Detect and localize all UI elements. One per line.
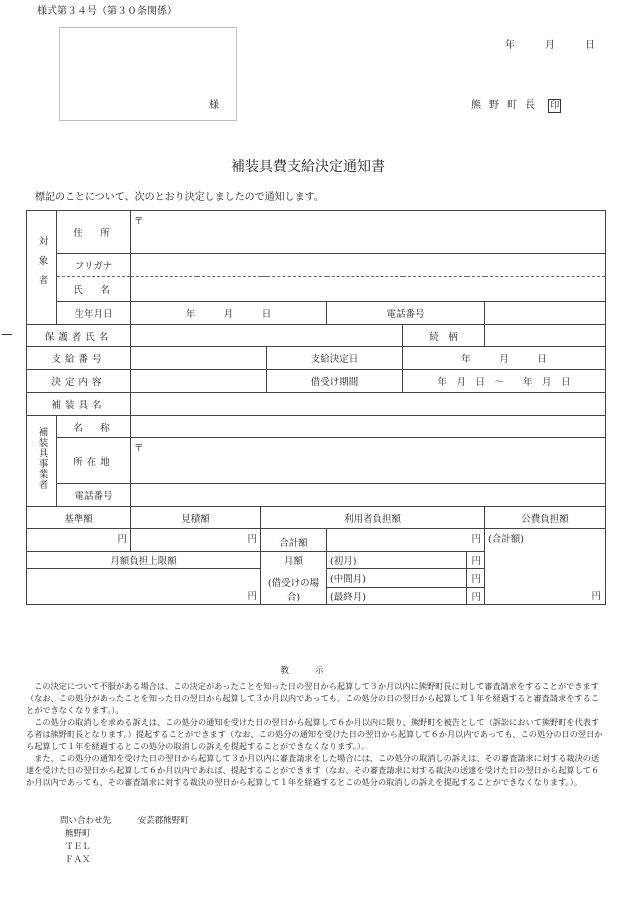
margin-tick bbox=[2, 334, 12, 335]
furigana-field[interactable] bbox=[131, 254, 606, 277]
date-day: 日 bbox=[585, 40, 595, 51]
public-total-label: (合計額) bbox=[488, 534, 524, 546]
total-label: 合計額 bbox=[261, 529, 327, 552]
estimate-field[interactable]: 円 bbox=[131, 529, 261, 552]
decision-form-table bbox=[26, 210, 606, 605]
notice-section bbox=[26, 665, 604, 788]
notice-title: 教示 bbox=[280, 666, 350, 676]
monthly-cap-field[interactable]: 円 bbox=[27, 568, 261, 604]
contact-name: 熊野町 bbox=[65, 829, 91, 839]
payment-no-field[interactable] bbox=[131, 347, 267, 370]
public-burden-field[interactable]: (合計額) 円 bbox=[485, 529, 606, 605]
issuer-title: 熊野町長 bbox=[471, 100, 543, 111]
last-month-field[interactable]: 円 bbox=[467, 588, 485, 605]
device-name-field[interactable] bbox=[131, 392, 606, 415]
vendor-address-label: 所在地 bbox=[57, 438, 131, 484]
base-amount-field[interactable]: 円 bbox=[27, 529, 131, 552]
postal-mark: 〒 bbox=[134, 216, 144, 227]
page-title: 補装具費支給決定通知書 bbox=[231, 159, 385, 175]
issuer bbox=[471, 96, 561, 113]
date-month: 月 bbox=[545, 40, 555, 51]
contact-block bbox=[60, 815, 189, 867]
name-field[interactable] bbox=[131, 277, 606, 302]
addressee-suffix: 様 bbox=[209, 100, 219, 111]
date-year: 年 bbox=[505, 40, 515, 51]
vendor-phone-field[interactable] bbox=[131, 483, 606, 506]
decision-label: 決定内容 bbox=[27, 370, 131, 393]
seal-mark: 印 bbox=[550, 101, 560, 111]
vendor-name-field[interactable] bbox=[131, 415, 606, 438]
middle-month-label: (中間月) bbox=[327, 568, 467, 588]
relation-label: 続 柄 bbox=[403, 324, 485, 347]
phone-field[interactable] bbox=[485, 301, 606, 324]
decision-date-label: 支給決定日 bbox=[267, 347, 403, 370]
lease-period-label: 借受け期間 bbox=[267, 370, 403, 393]
furigana-label: フリガナ bbox=[57, 254, 131, 277]
intro-text: 標記のことについて、次のとおり決定しましたので通知します。 bbox=[35, 192, 324, 203]
device-name-label: 補装具名 bbox=[27, 392, 131, 415]
guardian-field[interactable] bbox=[131, 324, 403, 347]
vendor-phone-label: 電話番号 bbox=[57, 483, 131, 506]
form-id: 様式第３４号（第３０条関係） bbox=[37, 6, 177, 17]
vendor-group-label: 補装具事業者 bbox=[27, 415, 57, 506]
contact-org: 安芸郡熊野町 bbox=[137, 816, 189, 826]
contact-heading: 問い合わせ先 bbox=[60, 816, 112, 826]
notice-paragraph-2: この処分の取消しを求める訴えは、この処分の通知を受けた日の翌日から起算して６か月以内に限り、熊野町を被告として（訴訟において熊野町を代表する者は熊野町長となります。）提起することができます（なお、この処分の通知を受けた日の翌日から起算して６か月以内であっても、この処分の日の翌日から起算して１年を経過するとこの処分の取消しの訴えを提起することができなくなります。）。 bbox=[26, 717, 603, 751]
monthly-label-cell bbox=[261, 552, 327, 605]
notice-paragraph-1: この決定について不服がある場合は、この決定があったことを知った日の翌日から起算して３か月以内に熊野町長に対して審査請求をすることができます（なお、この処分があったことを知った日の翌日から起算して３か月以内であっても、この処分の日の翌日から起算して１年を経過すると審査請求をすることができなくなります。）。 bbox=[26, 681, 599, 715]
middle-month-field[interactable]: 円 bbox=[467, 568, 485, 588]
address-field[interactable] bbox=[131, 211, 606, 254]
lease-period-field[interactable]: 年 月 日 ～ 年 月 日 bbox=[403, 370, 606, 393]
birth-label: 生年月日 bbox=[57, 301, 131, 324]
relation-field[interactable] bbox=[485, 324, 606, 347]
birth-field[interactable]: 年 月 日 bbox=[131, 301, 327, 324]
decision-date-field[interactable]: 年 月 日 bbox=[403, 347, 606, 370]
monthly-label: 月額 bbox=[283, 556, 303, 568]
first-month-label: (初月) bbox=[327, 552, 467, 569]
estimate-label: 見積額 bbox=[131, 506, 261, 529]
contact-fax: ＦＡＸ bbox=[65, 855, 91, 865]
contact-tel: ＴＥＬ bbox=[65, 842, 91, 852]
addressee-box[interactable] bbox=[59, 27, 237, 121]
guardian-label: 保護者氏名 bbox=[27, 324, 131, 347]
subject-group-label: 対象者 bbox=[27, 211, 57, 325]
address-label: 住 所 bbox=[57, 211, 131, 254]
last-month-label: (最終月) bbox=[327, 588, 467, 605]
vendor-name-label: 名 称 bbox=[57, 415, 131, 438]
vendor-postal-mark: 〒 bbox=[134, 443, 144, 455]
decision-field[interactable] bbox=[131, 370, 267, 393]
total-field[interactable]: 円 bbox=[327, 529, 485, 552]
base-amount-label: 基準額 bbox=[27, 506, 131, 529]
monthly-cap-label: 月額負担上限額 bbox=[27, 552, 261, 569]
user-burden-label: 利用者負担額 bbox=[261, 506, 485, 529]
payment-no-label: 支給番号 bbox=[27, 347, 131, 370]
vendor-address-field[interactable] bbox=[131, 438, 606, 484]
public-burden-label: 公費負担額 bbox=[485, 506, 606, 529]
notice-paragraph-3: また、この処分の通知を受けた日の翌日から起算して３か月以内に審査請求をした場合には、この処分の取消しの訴えは、その審査請求に対する裁決の送達を受けた日の翌日から起算して６か月以内であれば、提起することができます（なお、その審査請求に対する裁決の送達を受けた日の翌日から起算して６か月以内であっても、その審査請求に対する裁決の翌日から起算して１年を経過するとこの処分の取消しの訴えを提起することができなくなります。）。 bbox=[26, 753, 600, 787]
lease-case-label: (借受けの場合) bbox=[267, 578, 320, 604]
name-label: 氏 名 bbox=[57, 277, 131, 302]
phone-label: 電話番号 bbox=[327, 301, 485, 324]
first-month-field[interactable]: 円 bbox=[467, 552, 485, 569]
